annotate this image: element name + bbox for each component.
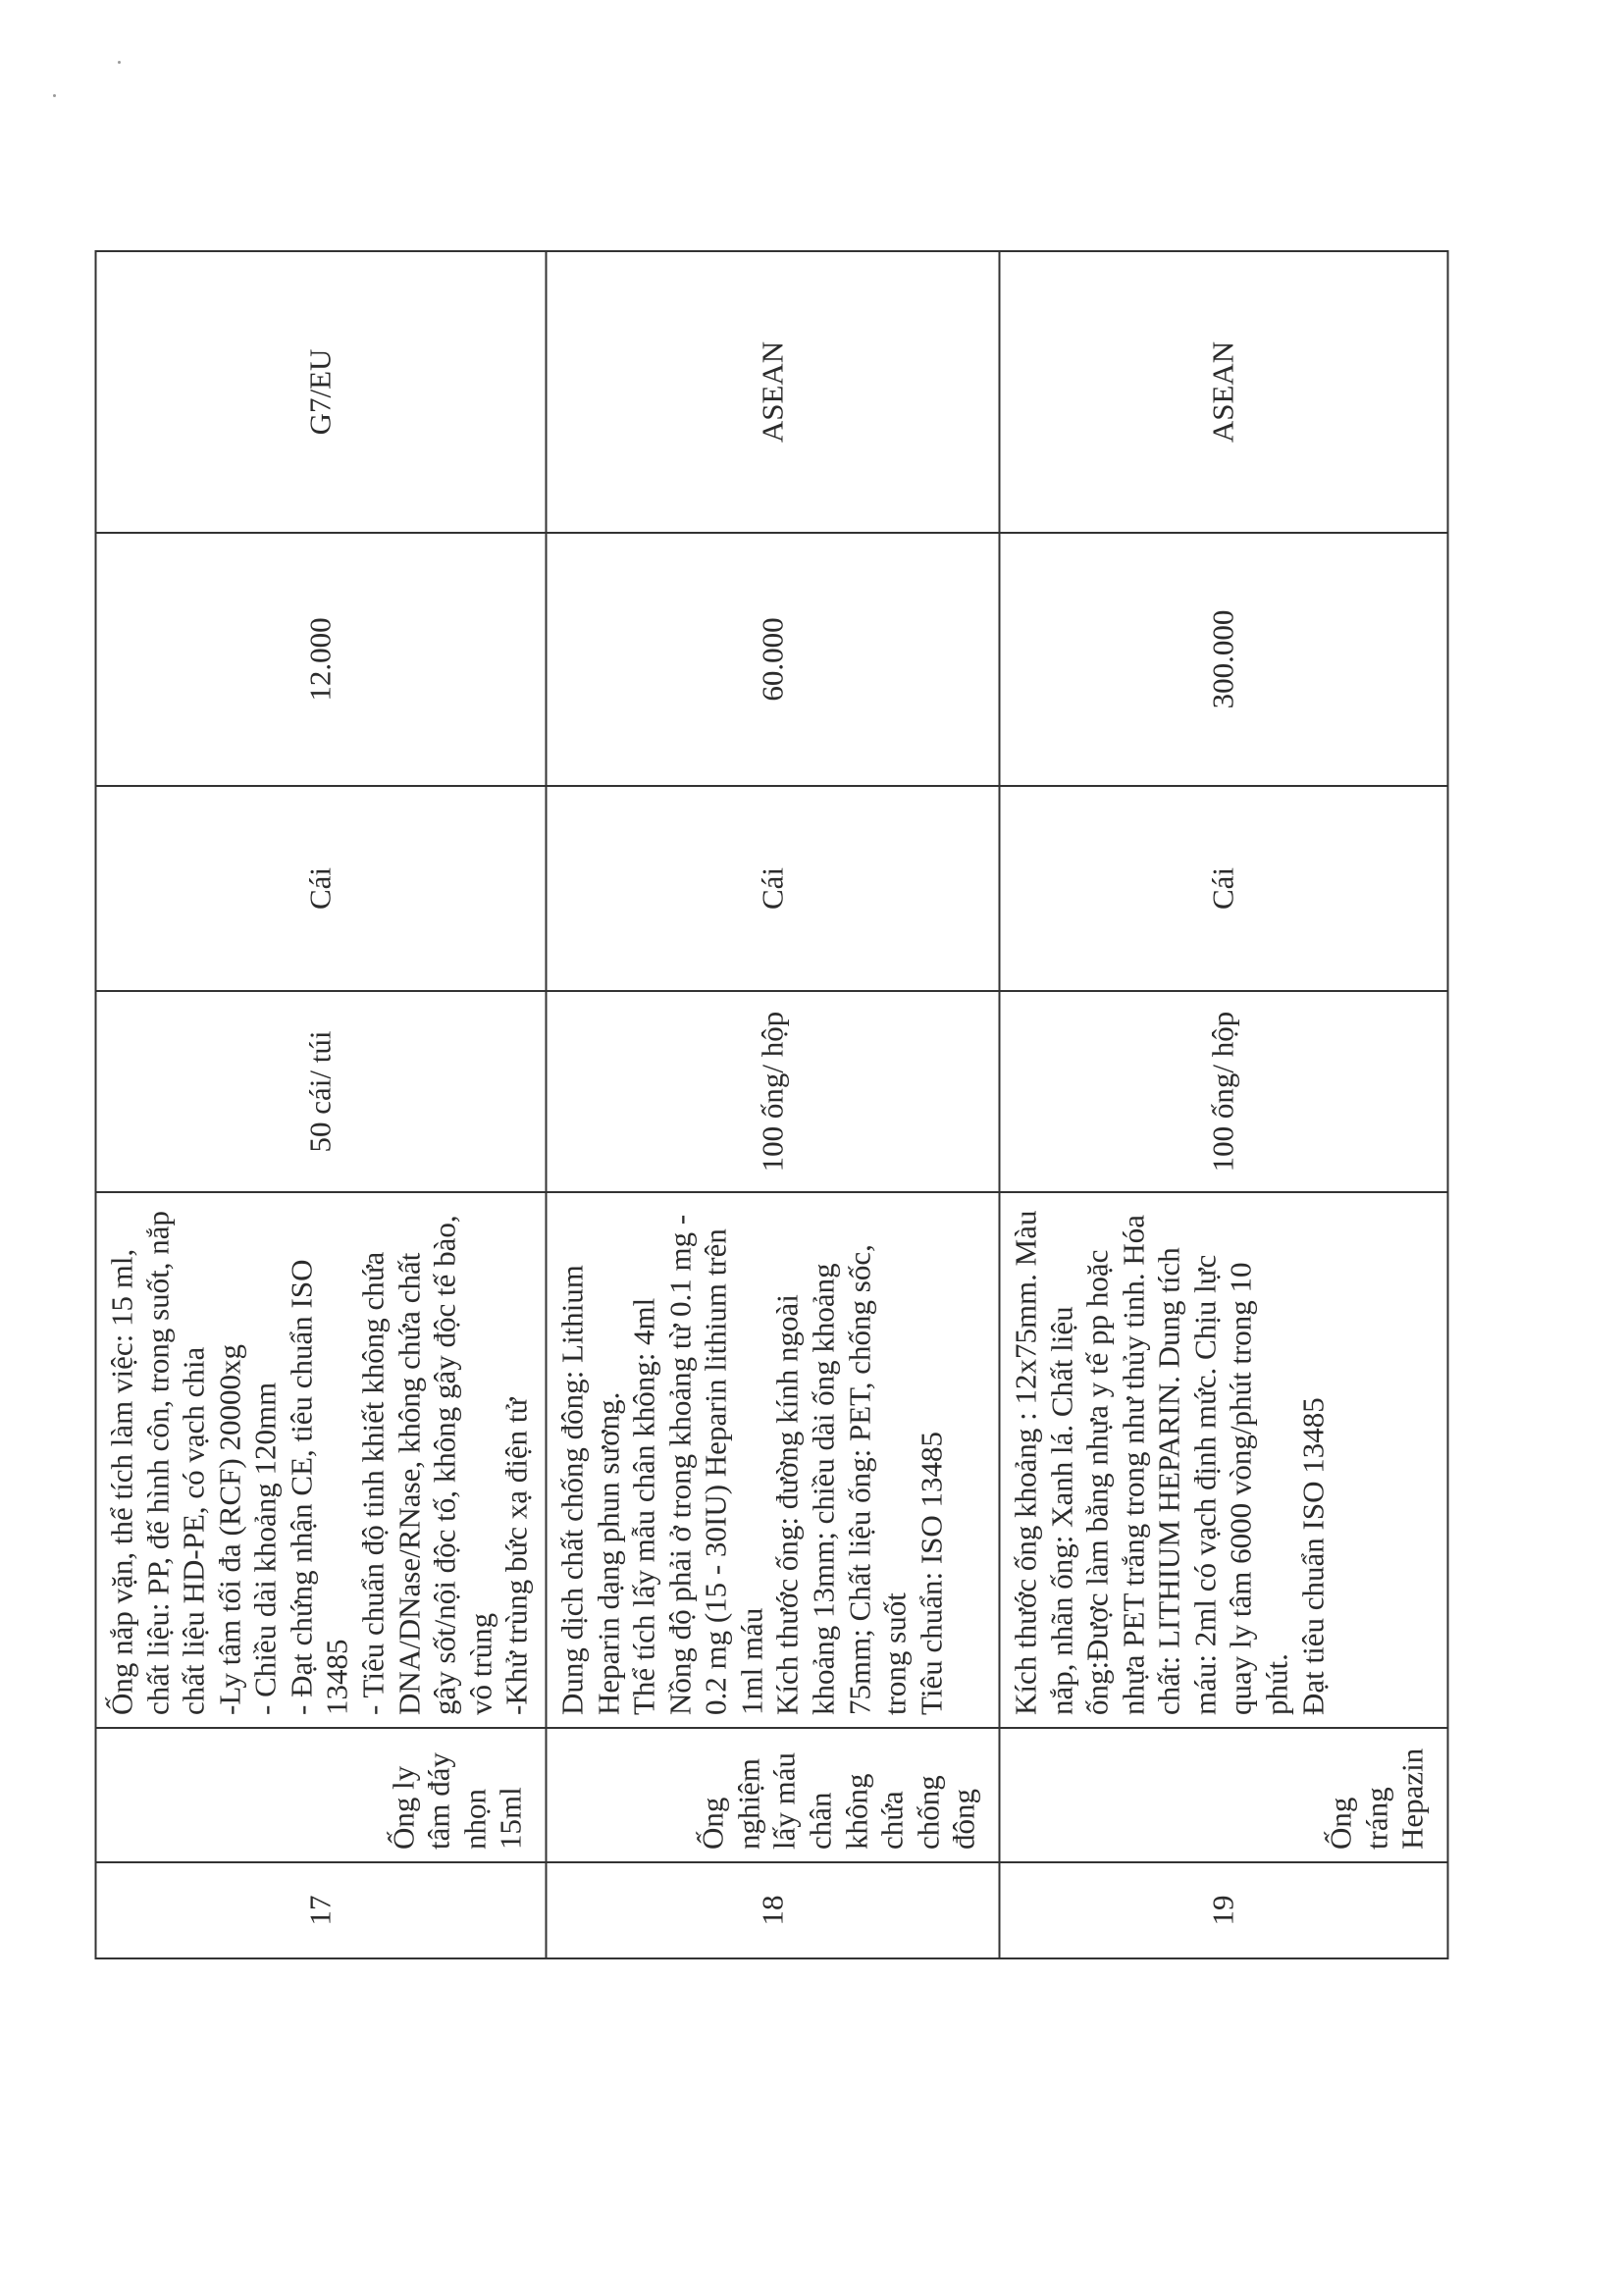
- packing-spec: 100 ống/ hộp: [999, 991, 1447, 1192]
- quantity: 300.000: [999, 533, 1447, 786]
- product-name: Ống nghiệm lấy máu chân không chứa chống đông: [546, 1728, 999, 1862]
- origin: G7/EU: [96, 251, 547, 533]
- unit: Cái: [546, 786, 999, 991]
- spec-line: -Khử trùng bức xạ điện tử: [498, 1397, 534, 1715]
- scan-speck: [53, 94, 56, 97]
- table-row: [999, 251, 1447, 1958]
- product-name: Ống ly tâm đáy nhọn 15ml: [96, 1728, 547, 1862]
- spec-line: Đạt tiêu chuẩn ISO 13485: [1295, 1397, 1331, 1715]
- product-specification: [999, 1192, 1447, 1728]
- spec-line: Nồng độ phải ở trong khoảng từ 0.1 mg - 0.2 mg (15 - 30IU) Heparin lithium trên 1ml máu: [662, 1214, 769, 1715]
- quantity: 12.000: [96, 533, 547, 786]
- table-row: [546, 251, 999, 1958]
- spec-line: -Ly tâm tối đa (RCF) 20000xg: [212, 1343, 247, 1715]
- row-number: 18: [546, 1862, 999, 1958]
- rotated-document-page: [95, 340, 1444, 1959]
- spec-line: Tiêu chuẩn: ISO 13485: [914, 1431, 949, 1715]
- spec-line: Thể tích lấy mẫu chân không: 4ml: [626, 1297, 661, 1715]
- spec-line: Kích thước ống khoảng : 12x75mm. Màu nắp, nhãn ống: Xanh lá. Chất liệu ống:Được làm bằng nhựa y tế pp hoặc nhựa PET trắng trong như thủy tinh. Hóa chất: LITHIUM HEPARIN. Dung tích máu: 2ml có vạch định mức. Chịu lực quay ly tâm 6000 vòng/phút trong 10 phút.: [1008, 1210, 1294, 1715]
- spec-line: - Đạt chứng nhận CE, tiêu chuẩn ISO 13485: [284, 1259, 354, 1715]
- product-name: Ống tráng Hepazin: [999, 1728, 1447, 1862]
- unit: Cái: [96, 786, 547, 991]
- spec-line: Kích thước ống: đường kính ngoài khoảng 13mm; chiều dài ống khoảng 75mm; Chất liệu ống: PET, chống sốc, trong suốt: [769, 1244, 913, 1715]
- packing-spec: 100 ống/ hộp: [546, 991, 999, 1192]
- row-number: 17: [96, 1862, 547, 1958]
- scan-speck: [118, 61, 121, 64]
- origin: ASEAN: [546, 251, 999, 533]
- product-specification: [546, 1192, 999, 1728]
- spec-line: - Chiều dài khoảng 120mm: [247, 1382, 283, 1715]
- product-specification: [96, 1192, 547, 1728]
- spec-line: Dung dịch chất chống đông: Lithium Heparin dạng phun sương.: [554, 1265, 626, 1715]
- product-spec-table: [95, 250, 1449, 1959]
- unit: Cái: [999, 786, 1447, 991]
- packing-spec: 50 cái/ túi: [96, 991, 547, 1192]
- table-row: [96, 251, 547, 1958]
- row-number: 19: [999, 1862, 1447, 1958]
- spec-line: Ống nắp vặn, thể tích làm việc: 15 ml, chất liệu: PP, đế hình côn, trong suốt, nắp chất liệu HD-PE, có vạch chia: [104, 1210, 211, 1715]
- origin: ASEAN: [999, 251, 1447, 533]
- quantity: 60.000: [546, 533, 999, 786]
- spec-line: - Tiêu chuẩn độ tinh khiết không chứa DNA/DNase/RNase, không chứa chất gây sốt/nội độc tố, không gây độc tế bào, vô trùng: [355, 1215, 498, 1715]
